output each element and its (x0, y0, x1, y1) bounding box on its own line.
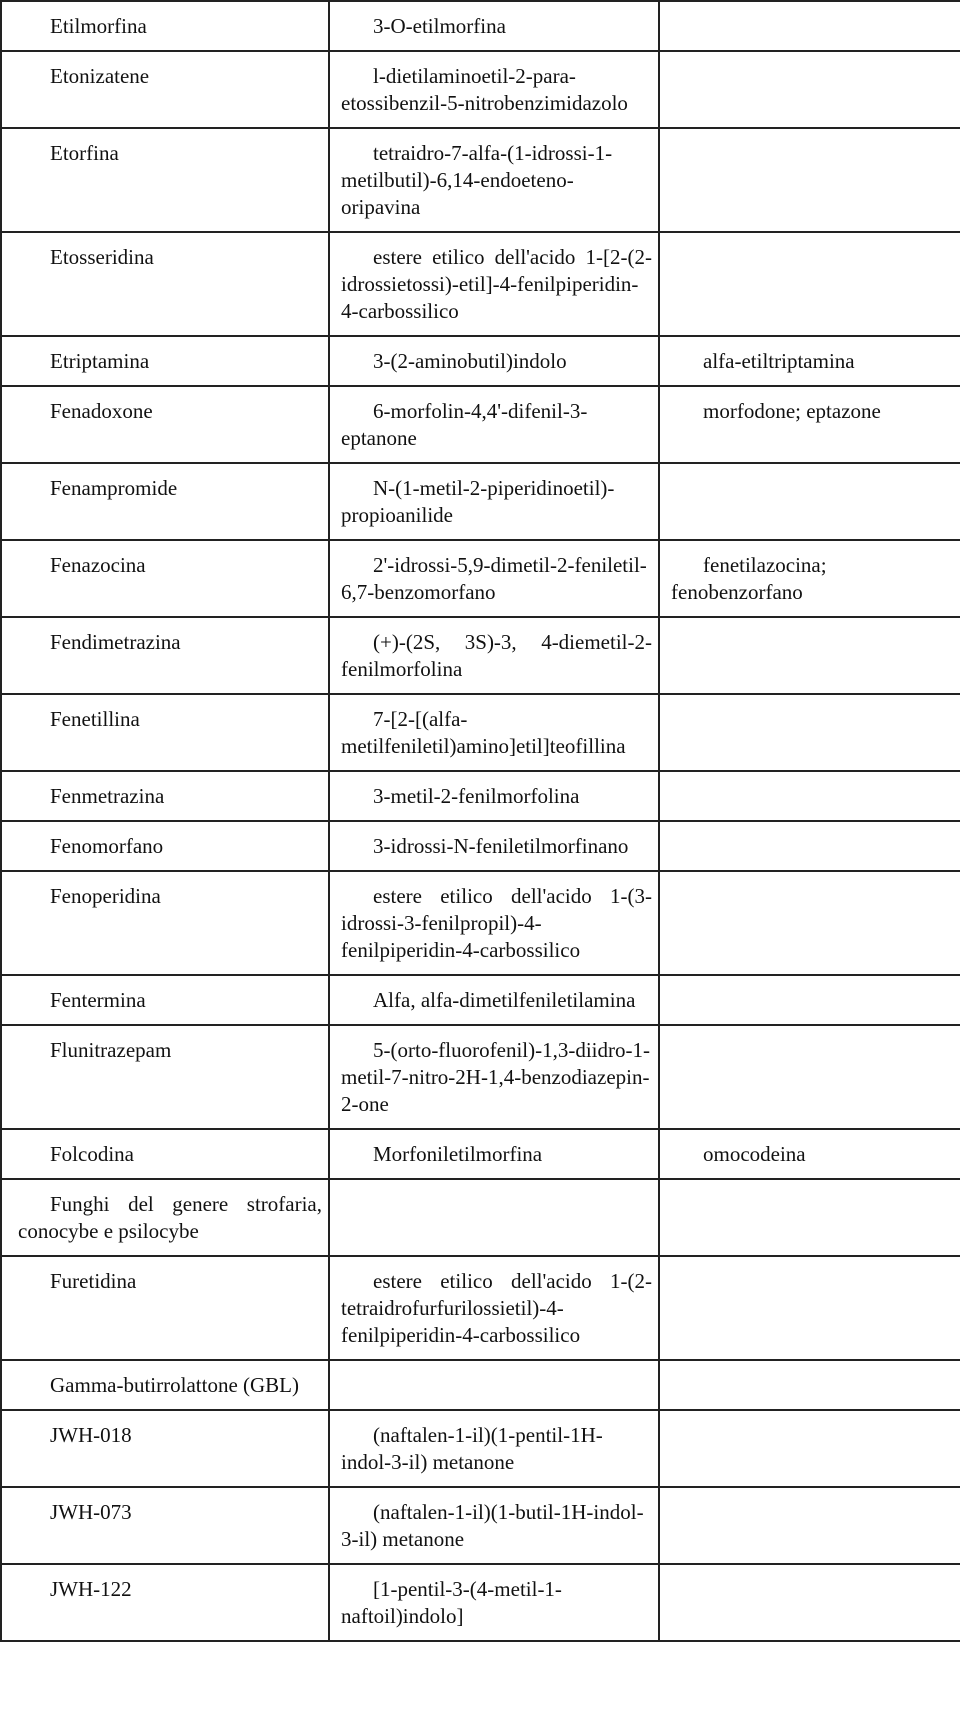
table-row (1, 463, 960, 540)
table-row (1, 1410, 960, 1487)
substance-name-cell: Etosseridina (1, 232, 329, 336)
substance-name-cell: JWH-122 (1, 1564, 329, 1641)
substance-name-cell: Furetidina (1, 1256, 329, 1360)
other-names-cell (659, 1256, 960, 1360)
substance-name-cell: Etorfina (1, 128, 329, 232)
other-names-cell (659, 975, 960, 1025)
chemical-name-cell: l-dietilaminoetil-2-para-etossibenzil-5-nitrobenzimidazolo (329, 51, 659, 128)
other-names-cell (659, 771, 960, 821)
substance-name-cell: Etriptamina (1, 336, 329, 386)
table-row (1, 1025, 960, 1129)
other-names-cell (659, 871, 960, 975)
table-row (1, 232, 960, 336)
table-row (1, 1179, 960, 1256)
other-names-cell (659, 821, 960, 871)
other-names-cell (659, 1487, 960, 1564)
chemical-name-cell (329, 1360, 659, 1410)
table-row (1, 336, 960, 386)
substance-name-cell: Etilmorfina (1, 1, 329, 51)
other-names-cell (659, 1564, 960, 1641)
substance-name-cell: Fenmetrazina (1, 771, 329, 821)
table-row (1, 694, 960, 771)
chemical-name-cell: 6-morfolin-4,4'-difenil-3-eptanone (329, 386, 659, 463)
chemical-name-cell: Morfoniletilmorfina (329, 1129, 659, 1179)
chemical-name-cell: (naftalen-1-il)(1-pentil-1H-indol-3-il) metanone (329, 1410, 659, 1487)
table-row (1, 1256, 960, 1360)
chemical-name-cell: estere etilico dell'acido 1-(2-tetraidrofurfurilossietil)-4-fenilpiperidin-4-carbossilico (329, 1256, 659, 1360)
other-names-cell (659, 51, 960, 128)
other-names-cell: omocodeina (659, 1129, 960, 1179)
chemical-name-cell: 3-(2-aminobutil)indolo (329, 336, 659, 386)
chemical-name-cell: (naftalen-1-il)(1-butil-1H-indol-3-il) metanone (329, 1487, 659, 1564)
chemical-name-cell: 5-(orto-fluorofenil)-1,3-diidro-1-metil-7-nitro-2H-1,4-benzodiazepin-2-one (329, 1025, 659, 1129)
substance-name-cell: Fenadoxone (1, 386, 329, 463)
chemical-name-cell: 3-O-etilmorfina (329, 1, 659, 51)
table-row (1, 1564, 960, 1641)
table-row (1, 540, 960, 617)
substance-name-cell: JWH-018 (1, 1410, 329, 1487)
table-row (1, 1360, 960, 1410)
other-names-cell (659, 463, 960, 540)
other-names-cell (659, 1, 960, 51)
table-row (1, 771, 960, 821)
chemical-name-cell: 2'-idrossi-5,9-dimetil-2-feniletil-6,7-benzomorfano (329, 540, 659, 617)
chemical-name-cell: 7-[2-[(alfa-metilfeniletil)amino]etil]teofillina (329, 694, 659, 771)
substance-name-cell: Folcodina (1, 1129, 329, 1179)
table-row (1, 1129, 960, 1179)
substance-name-cell: JWH-073 (1, 1487, 329, 1564)
table-row (1, 1, 960, 51)
chemical-name-cell: Alfa, alfa-dimetilfeniletilamina (329, 975, 659, 1025)
substance-name-cell: Funghi del genere strofaria, conocybe e psilocybe (1, 1179, 329, 1256)
table-body (1, 1, 960, 1641)
other-names-cell (659, 1410, 960, 1487)
chemical-name-cell: (+)-(2S, 3S)-3, 4-diemetil-2-fenilmorfolina (329, 617, 659, 694)
chemical-name-cell: 3-idrossi-N-feniletilmorfinano (329, 821, 659, 871)
other-names-cell (659, 694, 960, 771)
substance-name-cell: Fenetillina (1, 694, 329, 771)
substance-name-cell: Etonizatene (1, 51, 329, 128)
table-row (1, 975, 960, 1025)
substance-name-cell: Fenazocina (1, 540, 329, 617)
chemical-name-cell (329, 1179, 659, 1256)
table-row (1, 386, 960, 463)
chemical-name-cell: N-(1-metil-2-piperidinoetil)-propioanilide (329, 463, 659, 540)
other-names-cell: alfa-etiltriptamina (659, 336, 960, 386)
chemical-name-cell: estere etilico dell'acido 1-(3-idrossi-3-fenilpropil)-4-fenilpiperidin-4-carbossilico (329, 871, 659, 975)
table-row (1, 871, 960, 975)
substance-name-cell: Gamma-butirrolattone (GBL) (1, 1360, 329, 1410)
substance-name-cell: Fenomorfano (1, 821, 329, 871)
other-names-cell (659, 128, 960, 232)
chemical-name-cell: [1-pentil-3-(4-metil-1-naftoil)indolo] (329, 1564, 659, 1641)
table-row (1, 821, 960, 871)
substance-name-cell: Fentermina (1, 975, 329, 1025)
chemical-name-cell: estere etilico dell'acido 1-[2-(2-idrossietossi)-etil]-4-fenilpiperidin-4-carbossilico (329, 232, 659, 336)
other-names-cell (659, 617, 960, 694)
other-names-cell (659, 232, 960, 336)
chemical-name-cell: 3-metil-2-fenilmorfolina (329, 771, 659, 821)
other-names-cell: fenetilazocina; fenobenzorfano (659, 540, 960, 617)
other-names-cell: morfodone; eptazone (659, 386, 960, 463)
substance-name-cell: Fendimetrazina (1, 617, 329, 694)
table-row (1, 1487, 960, 1564)
chemical-name-cell: tetraidro-7-alfa-(1-idrossi-1-metilbutil)-6,14-endoeteno-oripavina (329, 128, 659, 232)
other-names-cell (659, 1025, 960, 1129)
other-names-cell (659, 1360, 960, 1410)
other-names-cell (659, 1179, 960, 1256)
substance-name-cell: Fenampromide (1, 463, 329, 540)
substance-name-cell: Flunitrazepam (1, 1025, 329, 1129)
substance-name-cell: Fenoperidina (1, 871, 329, 975)
table-row (1, 617, 960, 694)
table-row (1, 128, 960, 232)
table-row (1, 51, 960, 128)
